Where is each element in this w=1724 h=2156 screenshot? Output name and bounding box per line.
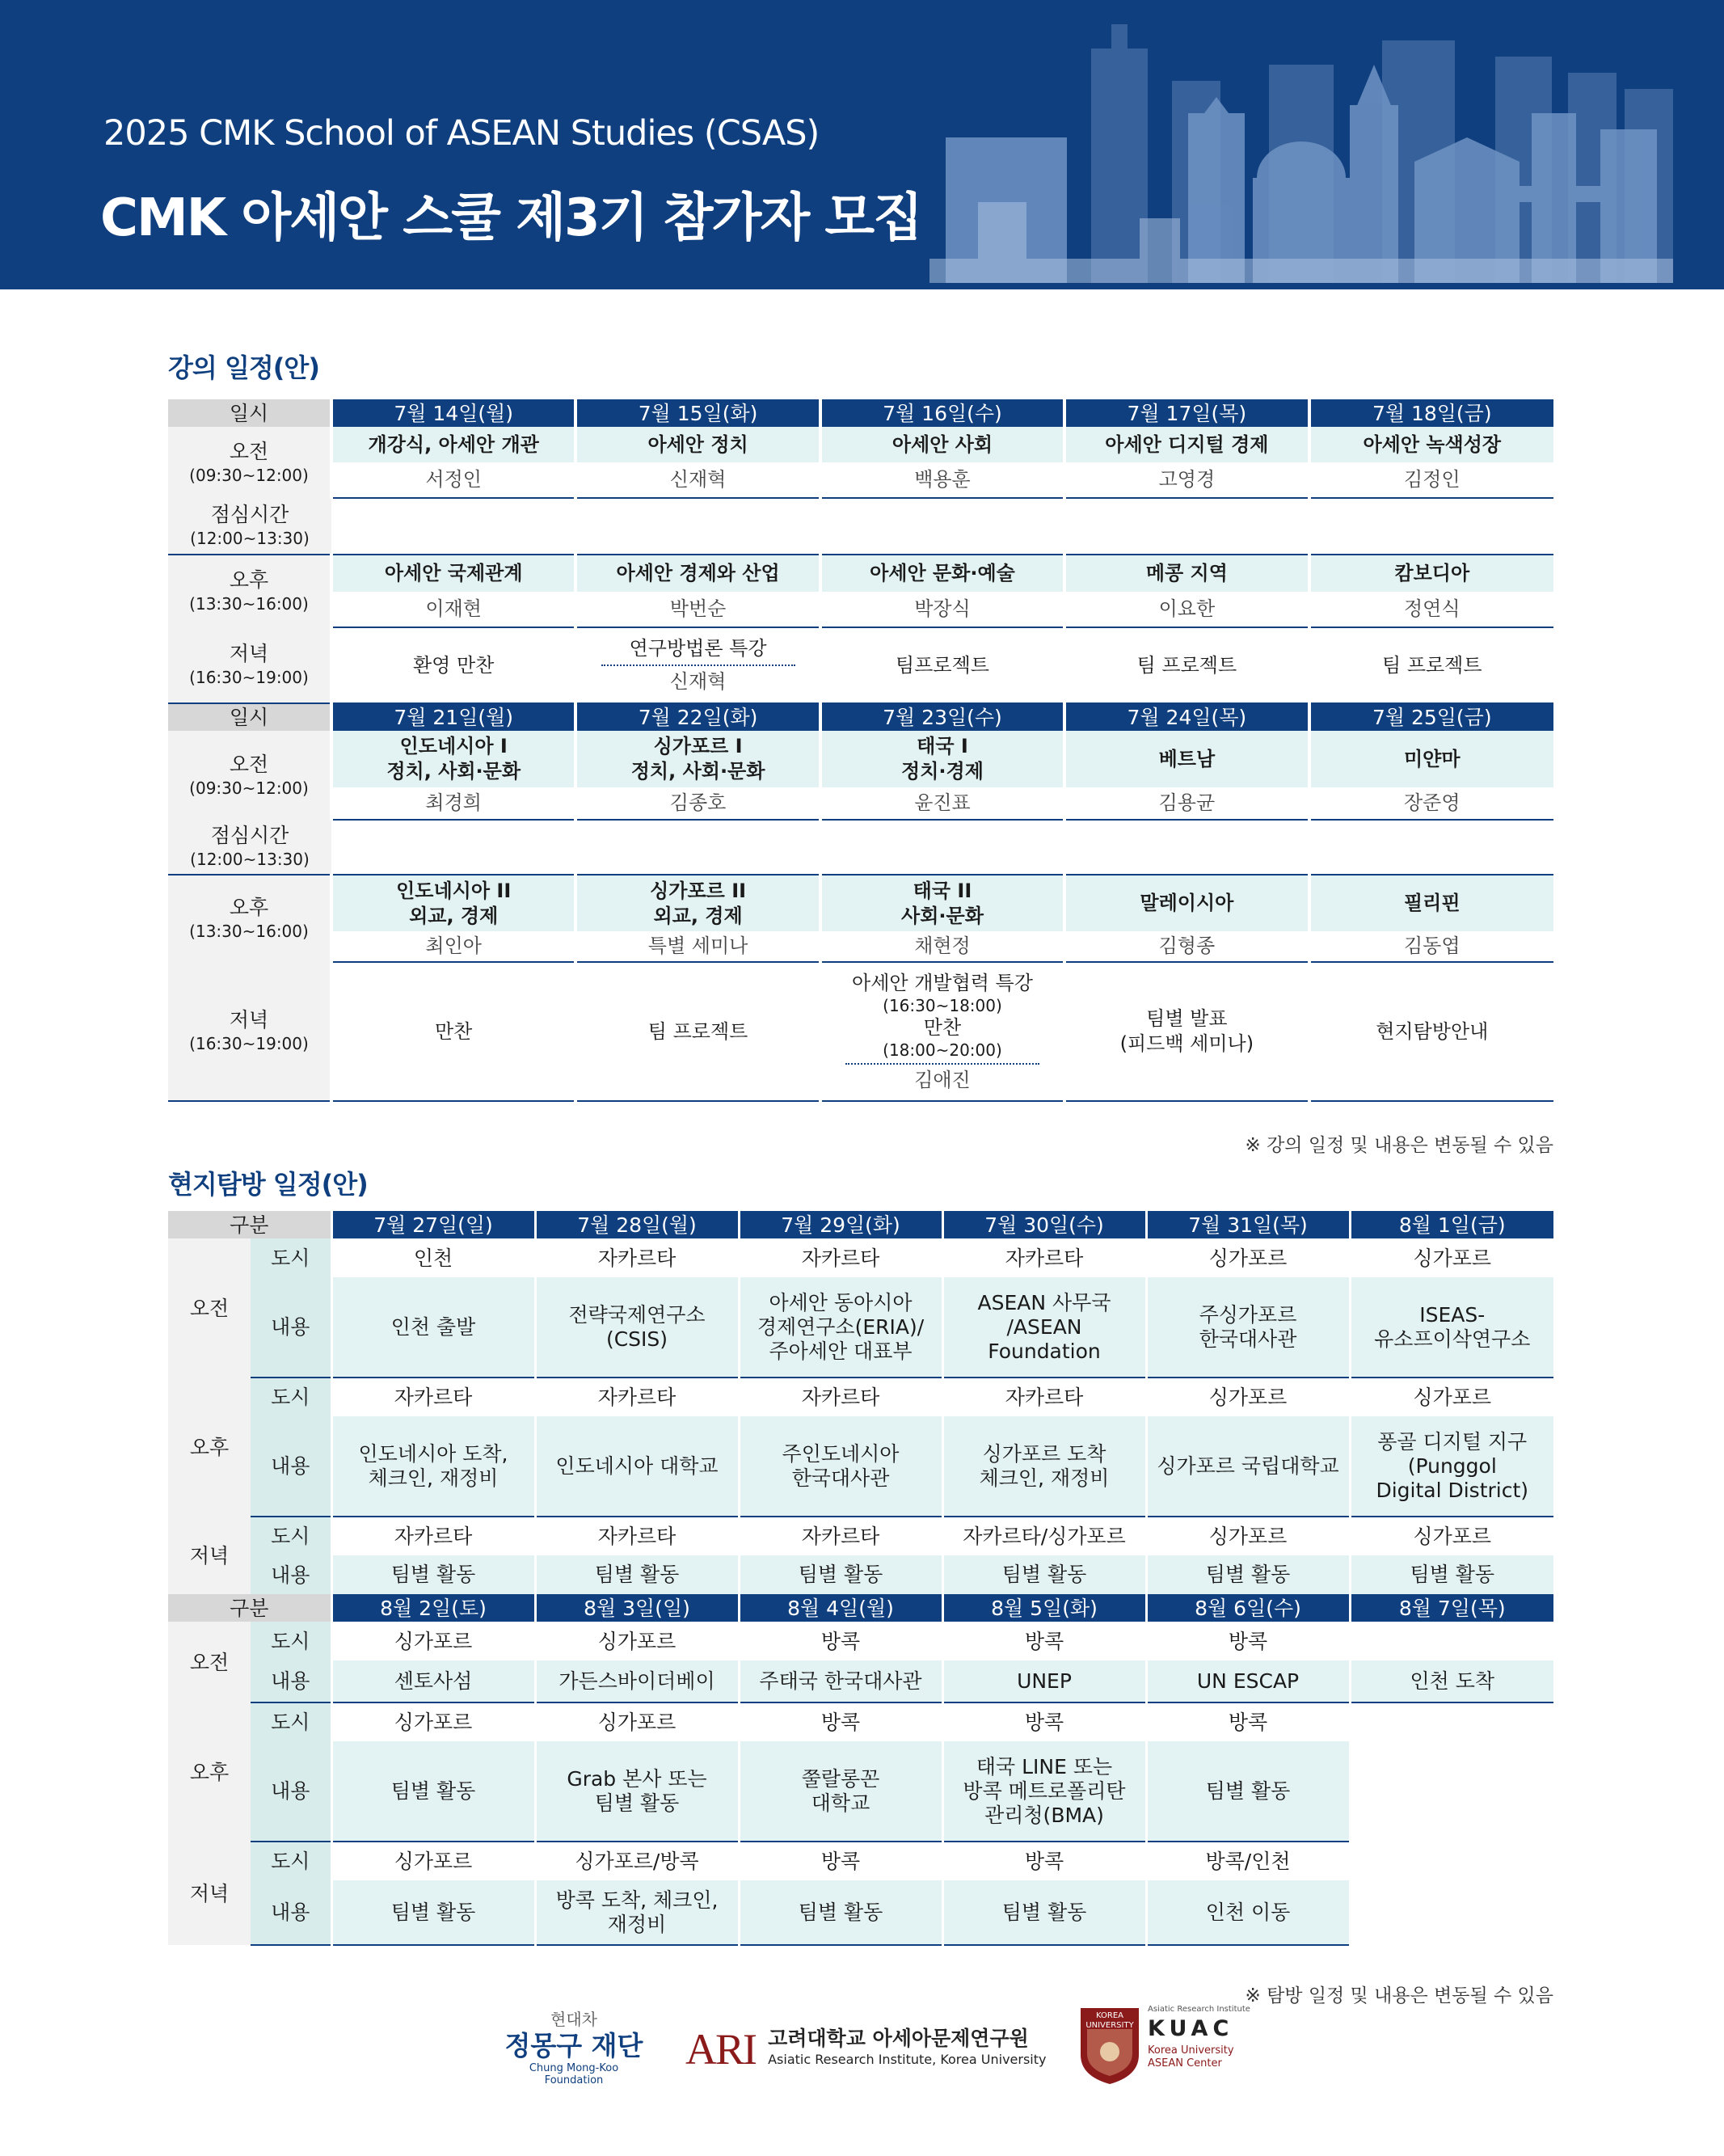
content-cell: 팀별 활동 xyxy=(942,1880,1146,1945)
city-cell: 싱가포르 xyxy=(1350,1238,1553,1277)
trip-week1-ev-city-row xyxy=(168,1517,1553,1555)
content-cell: 인도네시아 대학교 xyxy=(535,1416,739,1517)
lecture-week2-afternoon-subject-row xyxy=(168,875,1553,931)
afternoon-label: 오후 (13:30~16:00) xyxy=(168,875,331,962)
city-label: 도시 xyxy=(251,1842,331,1880)
empty-cell xyxy=(1350,1702,1553,1842)
city-cell: 자카르타 xyxy=(739,1238,942,1277)
instructor-cell: 김정인 xyxy=(1309,462,1553,498)
city-cell: 방콕 xyxy=(739,1842,942,1880)
instructor-cell: 고영경 xyxy=(1064,462,1309,498)
city-cell: 싱가포르 xyxy=(1146,1238,1350,1277)
city-cell: 자카르타 xyxy=(942,1378,1146,1416)
content-cell: 팀별 활동 xyxy=(739,1880,942,1945)
subject-cell: 태국 I 정치·경제 xyxy=(820,731,1064,787)
trip-week1-pm-city-row xyxy=(168,1378,1553,1416)
content-label: 내용 xyxy=(251,1660,331,1702)
content-cell: ISEAS- 유소프이삭연구소 xyxy=(1350,1277,1553,1378)
trip-schedule-table xyxy=(168,1211,1553,1946)
lunch-blank xyxy=(331,820,1553,875)
header-banner xyxy=(0,0,1724,289)
trip-section-title: 현지탐방 일정(안) xyxy=(168,1169,368,1200)
evening-label: 저녁 xyxy=(168,1842,251,1945)
instructor-cell: 채현정 xyxy=(820,931,1064,962)
trip-week2-pm-city-row xyxy=(168,1702,1553,1741)
category-label: 구분 xyxy=(168,1594,331,1622)
lecture-week2-morning-subject-row xyxy=(168,731,1553,787)
instructor-cell: 김형종 xyxy=(1064,931,1309,962)
date-header: 8월 3일(일) xyxy=(535,1594,739,1622)
subject-cell: 미얀마 xyxy=(1309,731,1553,787)
date-label: 일시 xyxy=(168,703,331,731)
header-title: CMK 아세안 스쿨 제3기 참가자 모집 xyxy=(100,188,922,248)
date-header: 7월 30일(수) xyxy=(942,1211,1146,1238)
afternoon-label: 오후 xyxy=(168,1378,251,1517)
lunch-label: 점심시간 (12:00~13:30) xyxy=(168,498,331,555)
trip-week2-am-content-row xyxy=(168,1660,1553,1702)
lunch-blank xyxy=(331,498,1553,555)
content-label: 내용 xyxy=(251,1277,331,1378)
lecture-week1-morning-subject-row xyxy=(168,427,1553,462)
evening-cell: 만찬 xyxy=(331,962,575,1101)
city-cell: 싱가포르 xyxy=(331,1702,535,1741)
subject-cell: 아세안 문화·예술 xyxy=(820,555,1064,592)
city-cell: 자카르타/싱가포르 xyxy=(942,1517,1146,1555)
date-header: 7월 22일(화) xyxy=(575,703,820,731)
subject-cell: 태국 II 사회·문화 xyxy=(820,875,1064,931)
date-header: 7월 14일(월) xyxy=(331,399,575,427)
content-cell: 인도네시아 도착, 체크인, 재정비 xyxy=(331,1416,535,1517)
instructor-cell: 서정인 xyxy=(331,462,575,498)
content-cell: 방콕 도착, 체크인, 재정비 xyxy=(535,1880,739,1945)
city-cell: 싱가포르 xyxy=(331,1622,535,1660)
kuac-logo: Asiatic Research Institute KUAC Korea University ASEAN Center xyxy=(1148,2005,1250,2070)
trip-week1-pm-content-row xyxy=(168,1416,1553,1517)
content-cell: 팀별 활동 xyxy=(1350,1555,1553,1594)
city-cell: 싱가포르/방콕 xyxy=(535,1842,739,1880)
lecture-week1-afternoon-instructor-row xyxy=(168,592,1553,627)
content-label: 내용 xyxy=(251,1555,331,1594)
date-header: 7월 15일(화) xyxy=(575,399,820,427)
date-header: 8월 4일(월) xyxy=(739,1594,942,1622)
subject-cell: 인도네시아 II 외교, 경제 xyxy=(331,875,575,931)
subject-cell: 필리핀 xyxy=(1309,875,1553,931)
subject-cell: 싱가포르 II 외교, 경제 xyxy=(575,875,820,931)
city-cell: 자카르타 xyxy=(535,1378,739,1416)
subject-cell: 캄보디아 xyxy=(1309,555,1553,592)
subject-cell: 싱가포르 I 정치, 사회·문화 xyxy=(575,731,820,787)
morning-label: 오전 xyxy=(168,1622,251,1702)
evening-label: 저녁 xyxy=(168,1517,251,1594)
trip-week1-date-row xyxy=(168,1211,1553,1238)
content-cell: 인천 출발 xyxy=(331,1277,535,1378)
content-cell: 퐁골 디지털 지구 (Punggol Digital District) xyxy=(1350,1416,1553,1517)
city-cell: 방콕 xyxy=(739,1622,942,1660)
category-label: 구분 xyxy=(168,1211,331,1238)
content-cell: 팀별 활동 xyxy=(331,1555,535,1594)
lecture-week2-lunch-row xyxy=(168,820,1553,875)
city-label: 도시 xyxy=(251,1378,331,1416)
date-header: 8월 6일(수) xyxy=(1146,1594,1350,1622)
content-cell: 팀별 활동 xyxy=(1146,1741,1350,1842)
evening-cell: 팀별 발표 (피드백 세미나) xyxy=(1064,962,1309,1101)
evening-cell: 팀 프로젝트 xyxy=(1309,627,1553,703)
date-header: 7월 18일(금) xyxy=(1309,399,1553,427)
evening-cell: 아세안 개발협력 특강 (16:30~18:00) 만찬 (18:00~20:00) 김애진 xyxy=(820,962,1064,1101)
trip-week2-pm-content-row xyxy=(168,1741,1553,1842)
trip-note: ※ 탐방 일정 및 내용은 변동될 수 있음 xyxy=(1245,1985,1553,2006)
city-cell: 싱가포르 xyxy=(1350,1517,1553,1555)
city-label: 도시 xyxy=(251,1702,331,1741)
subject-cell: 베트남 xyxy=(1064,731,1309,787)
city-cell: 인천 xyxy=(331,1238,535,1277)
content-cell: 팀별 활동 xyxy=(535,1555,739,1594)
content-label: 내용 xyxy=(251,1741,331,1842)
city-cell: 자카르타 xyxy=(331,1378,535,1416)
date-header: 8월 1일(금) xyxy=(1350,1211,1553,1238)
subject-cell: 아세안 사회 xyxy=(820,427,1064,462)
instructor-cell: 김용균 xyxy=(1064,787,1309,820)
subject-cell: 아세안 녹색성장 xyxy=(1309,427,1553,462)
city-cell: 방콕 xyxy=(739,1702,942,1741)
content-cell: 주싱가포르 한국대사관 xyxy=(1146,1277,1350,1378)
content-cell: ASEAN 사무국 /ASEAN Foundation xyxy=(942,1277,1146,1378)
korea-university-seal-icon: KOREA UNIVERSITY xyxy=(1077,2005,1142,2086)
evening-cell: 연구방법론 특강 신재혁 xyxy=(575,627,820,703)
date-header: 8월 5일(화) xyxy=(942,1594,1146,1622)
city-cell: 자카르타 xyxy=(739,1378,942,1416)
subject-cell: 메콩 지역 xyxy=(1064,555,1309,592)
instructor-cell: 신재혁 xyxy=(575,462,820,498)
instructor-cell: 백용훈 xyxy=(820,462,1064,498)
date-header: 7월 28일(월) xyxy=(535,1211,739,1238)
lunch-label: 점심시간 (12:00~13:30) xyxy=(168,820,331,875)
instructor-cell: 특별 세미나 xyxy=(575,931,820,962)
date-header: 7월 29일(화) xyxy=(739,1211,942,1238)
content-cell: 인천 도착 xyxy=(1350,1660,1553,1702)
city-cell: 방콕 xyxy=(942,1842,1146,1880)
content-cell: 전략국제연구소 (CSIS) xyxy=(535,1277,739,1378)
date-header: 7월 16일(수) xyxy=(820,399,1064,427)
city-label: 도시 xyxy=(251,1622,331,1660)
content-cell: 팀별 활동 xyxy=(331,1741,535,1842)
city-cell: 방콕 xyxy=(1146,1702,1350,1741)
lecture-week1-afternoon-subject-row xyxy=(168,555,1553,592)
date-header: 7월 17일(목) xyxy=(1064,399,1309,427)
empty-cell xyxy=(1350,1842,1553,1945)
date-label: 일시 xyxy=(168,399,331,427)
content-label: 내용 xyxy=(251,1880,331,1945)
evening-label: 저녁 (16:30~19:00) xyxy=(168,627,331,703)
content-cell: 팀별 활동 xyxy=(331,1880,535,1945)
city-cell: 방콕 xyxy=(942,1622,1146,1660)
date-header: 7월 27일(일) xyxy=(331,1211,535,1238)
city-cell: 자카르타 xyxy=(942,1238,1146,1277)
trip-week1-am-content-row xyxy=(168,1277,1553,1378)
content-label: 내용 xyxy=(251,1416,331,1517)
instructor-cell: 박장식 xyxy=(820,592,1064,627)
instructor-cell: 김동엽 xyxy=(1309,931,1553,962)
instructor-cell: 이재현 xyxy=(331,592,575,627)
date-header: 7월 25일(금) xyxy=(1309,703,1553,731)
subject-cell: 인도네시아 I 정치, 사회·문화 xyxy=(331,731,575,787)
footer-logos xyxy=(0,1990,1724,2112)
trip-week1-am-city-row xyxy=(168,1238,1553,1277)
subject-cell: 아세안 국제관계 xyxy=(331,555,575,592)
subject-cell: 아세안 경제와 산업 xyxy=(575,555,820,592)
subject-cell: 말레이시아 xyxy=(1064,875,1309,931)
content-cell: 팀별 활동 xyxy=(739,1555,942,1594)
city-cell xyxy=(1350,1622,1553,1660)
city-cell: 방콕 xyxy=(942,1702,1146,1741)
subject-cell: 아세안 정치 xyxy=(575,427,820,462)
content-cell: 싱가포르 도착 체크인, 재정비 xyxy=(942,1416,1146,1517)
morning-label: 오전 xyxy=(168,1238,251,1378)
date-header: 7월 23일(수) xyxy=(820,703,1064,731)
content-cell: UNEP xyxy=(942,1660,1146,1702)
city-cell: 자카르타 xyxy=(739,1517,942,1555)
content-cell: Grab 본사 또는 팀별 활동 xyxy=(535,1741,739,1842)
city-cell: 싱가포르 xyxy=(331,1842,535,1880)
instructor-cell: 윤진표 xyxy=(820,787,1064,820)
lecture-section-title: 강의 일정(안) xyxy=(168,352,319,383)
lecture-week1-evening-row xyxy=(168,627,1553,703)
city-cell: 자카르타 xyxy=(535,1238,739,1277)
city-cell: 싱가포르 xyxy=(1146,1517,1350,1555)
lecture-week2-morning-instructor-row xyxy=(168,787,1553,820)
content-cell: 아세안 동아시아 경제연구소(ERIA)/ 주아세안 대표부 xyxy=(739,1277,942,1378)
instructor-cell: 정연식 xyxy=(1309,592,1553,627)
morning-label: 오전 (09:30~12:00) xyxy=(168,427,331,498)
city-cell: 방콕 xyxy=(1146,1622,1350,1660)
content-cell: 인천 이동 xyxy=(1146,1880,1350,1945)
trip-week2-ev-city-row xyxy=(168,1842,1553,1880)
city-label: 도시 xyxy=(251,1238,331,1277)
instructor-cell: 최인아 xyxy=(331,931,575,962)
content-cell: 쭐랄롱꼰 대학교 xyxy=(739,1741,942,1842)
morning-label: 오전 (09:30~12:00) xyxy=(168,731,331,820)
ari-logo: ARI 고려대학교 아세아문제연구원 Asiatic Research Institute, Korea University xyxy=(685,2025,1047,2074)
content-cell: 싱가포르 국립대학교 xyxy=(1146,1416,1350,1517)
lecture-week1-morning-instructor-row xyxy=(168,462,1553,498)
city-cell: 싱가포르 xyxy=(535,1702,739,1741)
date-header: 8월 7일(목) xyxy=(1350,1594,1553,1622)
date-header: 7월 21일(월) xyxy=(331,703,575,731)
instructor-cell: 김종호 xyxy=(575,787,820,820)
content-cell: 팀별 활동 xyxy=(942,1555,1146,1594)
content-cell: UN ESCAP xyxy=(1146,1660,1350,1702)
lecture-week2-afternoon-instructor-row xyxy=(168,931,1553,962)
ari-mark-icon: ARI xyxy=(685,2025,756,2074)
city-label: 도시 xyxy=(251,1517,331,1555)
content-cell: 주인도네시아 한국대사관 xyxy=(739,1416,942,1517)
content-cell: 주태국 한국대사관 xyxy=(739,1660,942,1702)
instructor-cell: 이요한 xyxy=(1064,592,1309,627)
instructor-cell: 장준영 xyxy=(1309,787,1553,820)
lecture-week2-evening-row xyxy=(168,962,1553,1101)
city-cell: 방콕/인천 xyxy=(1146,1842,1350,1880)
content-cell: 센토사섬 xyxy=(331,1660,535,1702)
content-cell: 태국 LINE 또는 방콕 메트로폴리탄 관리청(BMA) xyxy=(942,1741,1146,1842)
evening-label: 저녁 (16:30~19:00) xyxy=(168,962,331,1101)
evening-cell: 팀 프로젝트 xyxy=(575,962,820,1101)
lecture-schedule-table xyxy=(168,399,1553,1102)
city-skyline-illustration xyxy=(929,16,1673,283)
chung-mong-koo-foundation-logo: 현대차 정몽구 재단 Chung Mong-Koo Foundation xyxy=(504,2010,643,2086)
trip-week2-ev-content-row xyxy=(168,1880,1553,1945)
content-cell: 팀별 활동 xyxy=(1146,1555,1350,1594)
content-cell: 가든스바이더베이 xyxy=(535,1660,739,1702)
date-header: 7월 24일(목) xyxy=(1064,703,1309,731)
city-cell: 싱가포르 xyxy=(1350,1378,1553,1416)
evening-cell: 팀프로젝트 xyxy=(820,627,1064,703)
date-header: 7월 31일(목) xyxy=(1146,1211,1350,1238)
afternoon-label: 오후 xyxy=(168,1702,251,1842)
trip-week1-ev-content-row xyxy=(168,1555,1553,1594)
evening-cell: 환영 만찬 xyxy=(331,627,575,703)
subject-cell: 아세안 디지털 경제 xyxy=(1064,427,1309,462)
afternoon-label: 오후 (13:30~16:00) xyxy=(168,555,331,627)
instructor-cell: 최경희 xyxy=(331,787,575,820)
lecture-week1-lunch-row xyxy=(168,498,1553,555)
lecture-note: ※ 강의 일정 및 내용은 변동될 수 있음 xyxy=(1245,1135,1553,1156)
trip-week2-date-row xyxy=(168,1594,1553,1622)
city-cell: 싱가포르 xyxy=(535,1622,739,1660)
instructor-cell: 박번순 xyxy=(575,592,820,627)
city-cell: 싱가포르 xyxy=(1146,1378,1350,1416)
evening-cell: 팀 프로젝트 xyxy=(1064,627,1309,703)
city-cell: 자카르타 xyxy=(535,1517,739,1555)
date-header: 8월 2일(토) xyxy=(331,1594,535,1622)
evening-cell: 현지탐방안내 xyxy=(1309,962,1553,1101)
header-subtitle: 2025 CMK School of ASEAN Studies (CSAS) xyxy=(103,113,820,154)
lecture-week2-date-row xyxy=(168,703,1553,731)
city-cell: 자카르타 xyxy=(331,1517,535,1555)
subject-cell: 개강식, 아세안 개관 xyxy=(331,427,575,462)
lecture-week1-date-row xyxy=(168,399,1553,427)
trip-week2-am-city-row xyxy=(168,1622,1553,1660)
